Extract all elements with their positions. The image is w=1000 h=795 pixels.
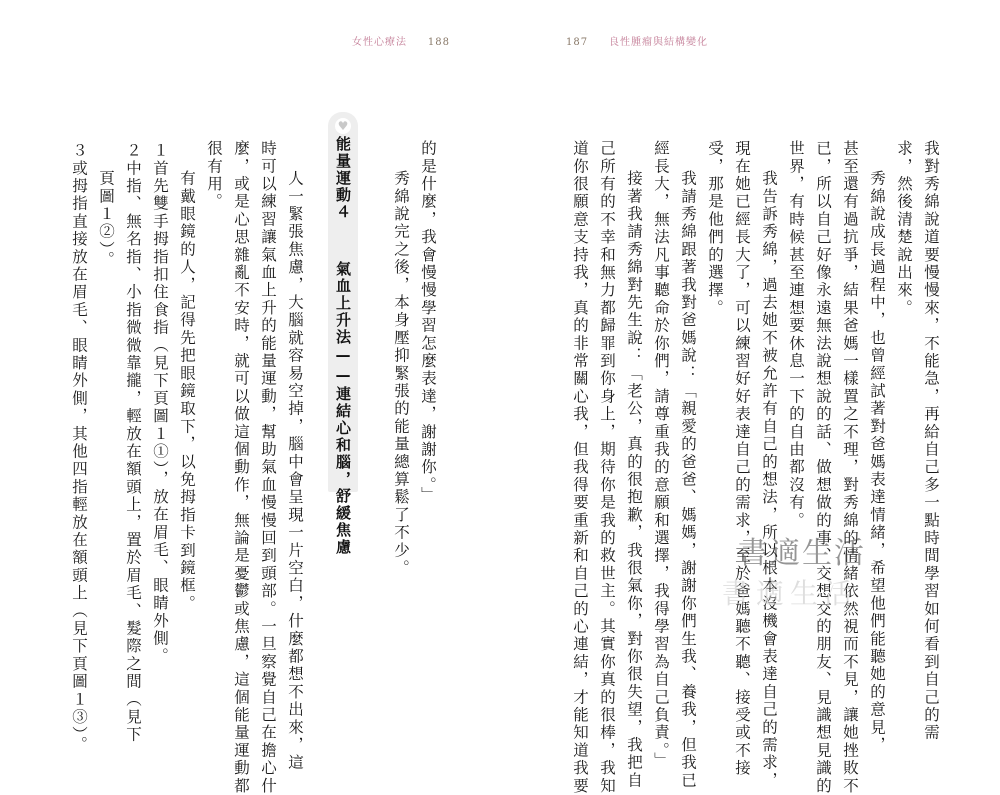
text-column: 世界，有時候甚至連想要休息一下的自由都沒有。: [787, 140, 805, 530]
heart-icon: ♥: [335, 118, 351, 134]
watermark-text-faint: 書適生活: [722, 577, 859, 610]
text-column: 麼，或是心思雜亂不安時，就可以做這個動作，無論是憂鬱或焦慮，這個能量運動都: [232, 140, 250, 795]
text-column: 時可以練習讓氣血上升的能量運動，幫助氣血慢慢回到頭部。一旦察覺自己在擔心什: [259, 140, 277, 795]
text-column: 有戴眼鏡的人，記得先把眼鏡取下，以免拇指卡到鏡框。: [178, 170, 196, 613]
text-column: 現在她已經長大了，可以練習好好表達自己的需求，至於爸媽聽不聽、接受或不接: [733, 140, 751, 778]
left-page-header: [352, 33, 450, 48]
text-column: 已，所以自己好像永遠無法說想說的話、做想做的事、交想交的朋友、見識想見識的: [814, 140, 832, 795]
text-column: 秀綿說成長過程中，也曾經試著對爸媽表達情緒，希望他們能聽她的意見，: [868, 170, 886, 755]
instruction-step: ２中指、無名指、小指微微靠攏，輕放在額頭上，置於眉毛、髮際之間（見下: [124, 142, 142, 744]
left-running-title: 女性心療法: [352, 37, 407, 48]
text-column: 接著我請秀綿對先生說：「老公，真的很抱歉，我很氣你，對你很失望，我把自: [625, 170, 643, 790]
text-column: 經長大，無法凡事聽命於你們，請尊重我的意願和選擇，我得學習為自己負責。」: [652, 140, 670, 770]
exercise-title: 氣血上升法——連結心和腦，舒緩焦慮: [334, 261, 352, 556]
right-page-number: 187: [566, 37, 589, 48]
exercise-banner-title: [331, 136, 355, 556]
text-column: 我告訴秀綿，過去她不被允許有自己的想法，所以根本沒機會表達自己的需求，: [760, 170, 778, 790]
exercise-label: 能量運動４: [334, 136, 352, 221]
watermark-text: 書適生活: [738, 536, 866, 571]
right-running-title: 良性腫瘤與結構變化: [609, 37, 708, 48]
text-column: 秀綿說完之後，本身壓抑緊張的能量總算鬆了不少。: [392, 170, 410, 578]
text-column: 己所有的不幸和無力都歸罪到你身上，期待你是我的救世主。其實你真的很棒，我知: [598, 140, 616, 795]
text-column: 求，然後清楚說出來。: [895, 140, 913, 317]
text-column: 人一緊張焦慮，大腦就容易空掉，腦中會呈現一片空白，什麼都想不出來，這: [286, 170, 304, 772]
right-page-header: [566, 33, 708, 48]
text-column: 受，那是他們的選擇。: [706, 140, 724, 317]
instruction-step: １首先雙手拇指扣住食指（見下頁圖１①），放在眉毛、眼睛外側。: [151, 142, 169, 666]
instruction-step: ３或拇指直接放在眉毛、眼睛外側，其他四指輕放在額頭上（見下頁圖１③）。: [70, 142, 88, 754]
text-column: 我對秀綿說道要慢慢來，不能急，再給自己多一點時間學習如何看到自己的需: [922, 140, 940, 742]
text-column: 的是什麼，我會慢慢學習怎麼表達，謝謝你。」: [419, 140, 437, 504]
text-column: 很有用。: [205, 140, 223, 211]
left-page-number: 188: [427, 37, 450, 48]
instruction-step-continued: 頁圖１②）。: [97, 170, 115, 269]
text-column: 甚至還有過抗爭，結果爸媽一樣置之不理，對秀綿的情緒依然視而不見，讓她挫敗不: [841, 140, 859, 795]
text-column: 我請秀綿跟著我對爸媽說：「親愛的爸爸、媽媽，謝謝你們生我、養我，但我已: [679, 170, 697, 790]
text-column: 道你很願意支持我，真的非常關心我，但我得要重新和自己的心連結，才能知道我要: [571, 140, 589, 795]
